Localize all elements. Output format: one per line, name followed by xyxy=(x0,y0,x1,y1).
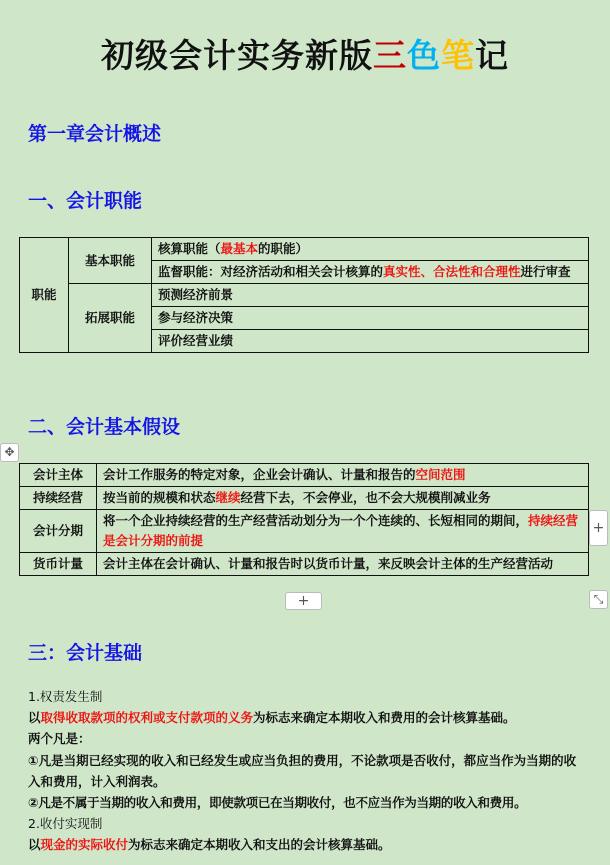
table-row xyxy=(20,487,589,510)
table-row xyxy=(20,553,589,576)
cash-basis-heading: 2.收付实现制 xyxy=(28,816,103,832)
section-heading-1: 一、会计职能 xyxy=(28,190,143,212)
cash-basis-definition: 以现金的实际收付为标志来确定本期收入和支出的会计核算基础。 xyxy=(28,837,391,853)
cell-forecast: 预测经济前景 xyxy=(152,284,589,307)
title-text-end: 记 xyxy=(475,36,509,75)
add-column-button[interactable]: + xyxy=(589,510,608,546)
accrual-heading: 1.权责发生制 xyxy=(28,689,103,704)
section-heading-3: 三：会计基础 xyxy=(28,642,143,664)
cell-group: 职能 xyxy=(20,238,69,353)
assumptions-table xyxy=(19,463,589,576)
cell-basic: 基本职能 xyxy=(69,238,152,284)
document-title xyxy=(0,30,610,77)
chapter-heading: 第一章会计概述 xyxy=(28,123,162,145)
functions-table xyxy=(19,237,589,353)
cell-decision: 参与经济决策 xyxy=(152,307,589,330)
rule-2: ②凡是不属于当期的收入和费用，即使款项已在当期收付，也不应当作为当期的收入和费用。 xyxy=(28,795,527,811)
title-char-red: 三 xyxy=(373,36,407,75)
cell-accounting: 核算职能（最基本的职能） xyxy=(152,238,589,261)
cell-extended: 拓展职能 xyxy=(69,284,152,353)
title-text: 初级会计实务新版 xyxy=(101,36,373,75)
cell-key: 会计分期 xyxy=(20,510,97,553)
rule-1: ①凡是当期已经实现的收入和已经发生或应当负担的费用，不论款项是否收付，都应当作为当期的收入和费用，计入利润表。 xyxy=(28,752,577,789)
table-move-handle-icon[interactable]: ✥ xyxy=(0,443,19,462)
cell-key: 会计主体 xyxy=(20,464,97,487)
cell-key: 持续经营 xyxy=(20,487,97,510)
accrual-definition: 以取得收取款项的权利或支付款项的义务为标志来确定本期收入和费用的会计核算基础。 xyxy=(28,710,516,726)
cell-supervision: 监督职能：对经济活动和相关会计核算的真实性、合法性和合理性进行审查 xyxy=(152,261,589,284)
title-char-blue: 色 xyxy=(407,36,441,75)
table-row xyxy=(20,464,589,487)
accounting-basis-text xyxy=(28,686,588,856)
table-resize-icon[interactable]: ⤡ xyxy=(589,590,608,609)
cell-value: 按当前的规模和状态继续经营下去，不会停业，也不会大规模削减业务 xyxy=(97,487,589,510)
cell-value: 会计主体在会计确认、计量和报告时以货币计量，来反映会计主体的生产经营活动 xyxy=(97,553,589,576)
cell-key: 货币计量 xyxy=(20,553,97,576)
table-row xyxy=(20,510,589,553)
cell-evaluate: 评价经营业绩 xyxy=(152,330,589,353)
section-heading-2: 二、会计基本假设 xyxy=(28,416,181,438)
title-char-yellow: 笔 xyxy=(441,36,475,75)
cell-value: 会计工作服务的特定对象，企业会计确认、计量和报告的空间范围 xyxy=(97,464,589,487)
add-row-button[interactable]: + xyxy=(285,592,322,610)
two-rules-label: 两个凡是： xyxy=(28,731,91,747)
cell-value: 将一个企业持续经营的生产经营活动划分为一个个连续的、长短相同的期间，持续经营是会计分期的前提 xyxy=(97,510,589,553)
